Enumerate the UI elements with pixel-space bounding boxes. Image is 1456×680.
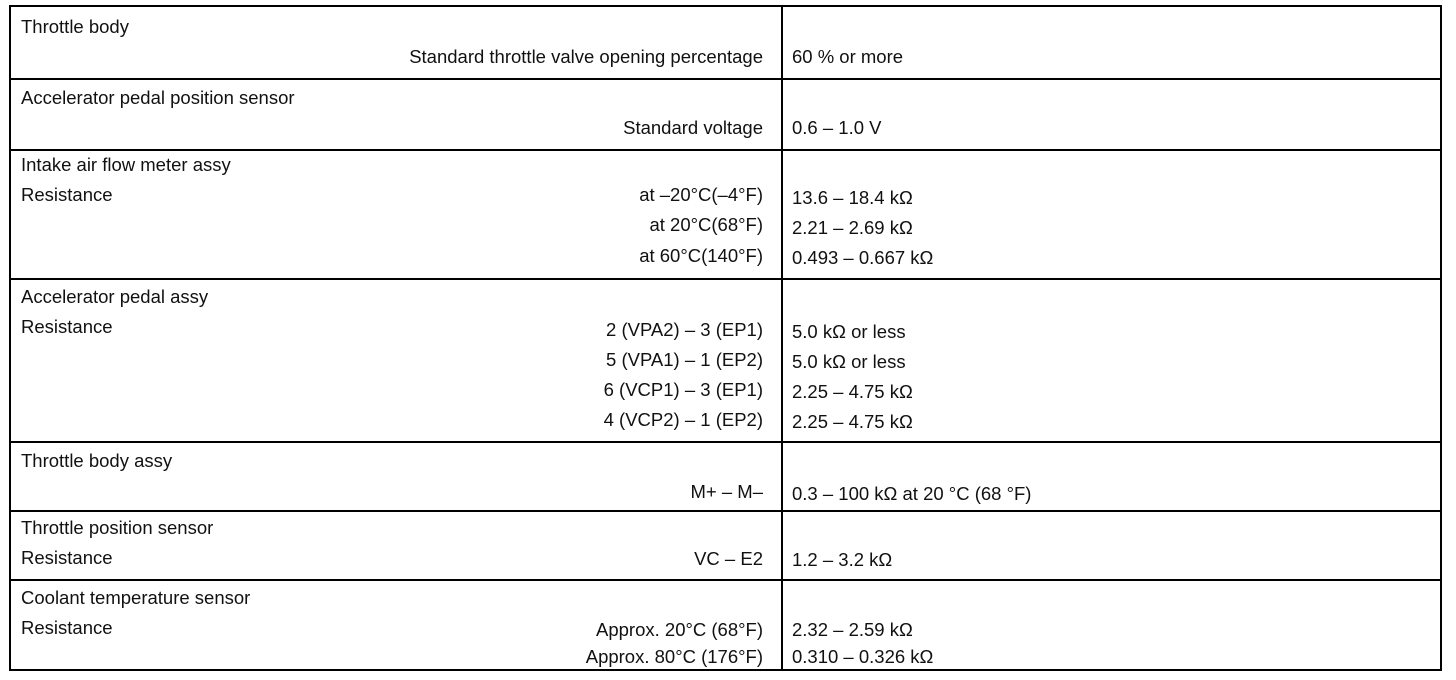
section-separator bbox=[11, 510, 1440, 512]
section-title: Throttle body assy bbox=[21, 450, 173, 471]
value-cell: 0.3 – 100 kΩ at 20 °C (68 °F) bbox=[792, 483, 1032, 504]
value-cell: 13.6 – 18.4 kΩ bbox=[792, 187, 913, 208]
section-separator bbox=[11, 278, 1440, 280]
section-title: Throttle position sensor bbox=[21, 517, 214, 538]
param-cell: Resistance bbox=[21, 184, 113, 205]
condition-cell: Standard voltage bbox=[623, 117, 763, 138]
value-cell: 5.0 kΩ or less bbox=[792, 321, 906, 342]
section-title: Intake air flow meter assy bbox=[21, 154, 231, 175]
param-cell: Resistance bbox=[21, 617, 113, 638]
condition-cell: at –20°C(–4°F) bbox=[639, 184, 763, 205]
section-title: Throttle body bbox=[21, 16, 129, 37]
param-cell: Resistance bbox=[21, 547, 113, 568]
condition-cell: 5 (VPA1) – 1 (EP2) bbox=[606, 349, 763, 370]
condition-cell: Approx. 80°C (176°F) bbox=[585, 646, 763, 667]
condition-cell: at 60°C(140°F) bbox=[639, 245, 763, 266]
section-separator bbox=[11, 78, 1440, 80]
value-cell: 60 % or more bbox=[792, 46, 904, 67]
section-title: Accelerator pedal position sensor bbox=[21, 87, 295, 108]
value-cell: 2.32 – 2.59 kΩ bbox=[792, 619, 913, 640]
section-title: Coolant temperature sensor bbox=[21, 587, 251, 608]
section-title: Accelerator pedal assy bbox=[21, 286, 209, 307]
section-separator bbox=[11, 149, 1440, 151]
section-separator bbox=[11, 579, 1440, 581]
column-divider bbox=[781, 7, 783, 669]
condition-cell: at 20°C(68°F) bbox=[649, 214, 763, 235]
value-cell: 0.6 – 1.0 V bbox=[792, 117, 882, 138]
value-cell: 2.21 – 2.69 kΩ bbox=[792, 217, 913, 238]
condition-cell: 4 (VCP2) – 1 (EP2) bbox=[603, 409, 763, 430]
condition-cell: VC – E2 bbox=[694, 548, 763, 569]
condition-cell: Approx. 20°C (68°F) bbox=[596, 619, 763, 640]
spec-table bbox=[9, 5, 1442, 671]
condition-cell: 6 (VCP1) – 3 (EP1) bbox=[603, 379, 763, 400]
condition-cell: 2 (VPA2) – 3 (EP1) bbox=[606, 319, 763, 340]
section-separator bbox=[11, 441, 1440, 443]
condition-cell: M+ – M– bbox=[690, 481, 763, 502]
value-cell: 0.493 – 0.667 kΩ bbox=[792, 247, 934, 268]
value-cell: 1.2 – 3.2 kΩ bbox=[792, 549, 893, 570]
value-cell: 2.25 – 4.75 kΩ bbox=[792, 381, 913, 402]
value-cell: 2.25 – 4.75 kΩ bbox=[792, 411, 913, 432]
value-cell: 0.310 – 0.326 kΩ bbox=[792, 646, 934, 667]
value-cell: 5.0 kΩ or less bbox=[792, 351, 906, 372]
param-cell: Resistance bbox=[21, 316, 113, 337]
condition-cell: Standard throttle valve opening percentage bbox=[409, 46, 763, 67]
